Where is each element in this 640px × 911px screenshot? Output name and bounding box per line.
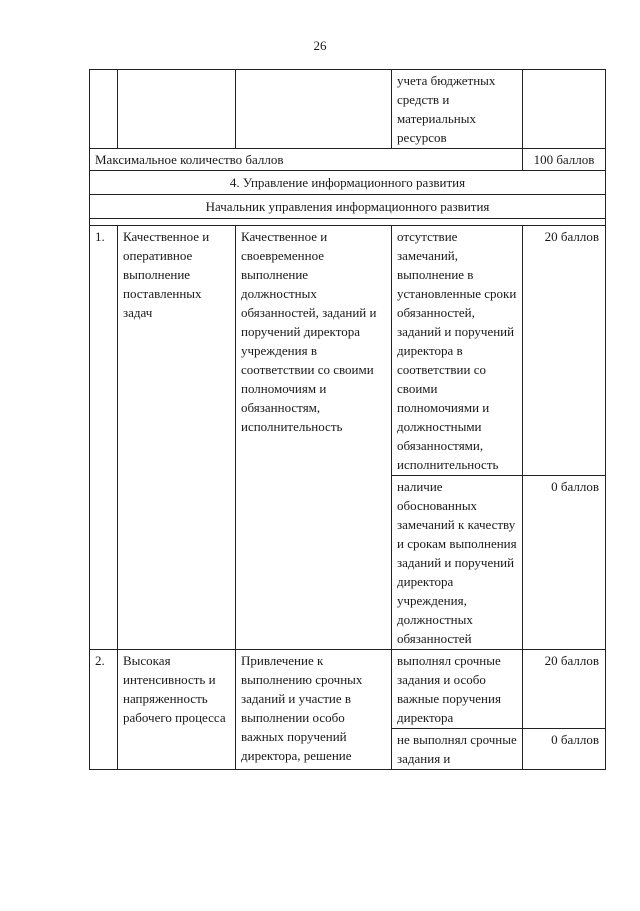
- row-description: Привлечение к выполнению срочных заданий и участие в выполнении особо важных поручений директора, решение: [236, 650, 392, 770]
- table-row: [90, 226, 606, 476]
- row-number: 1.: [90, 226, 118, 650]
- cell-indicator-empty: [118, 70, 236, 149]
- section-title: 4. Управление информационного развития: [90, 171, 606, 195]
- table-row-continuation: [90, 70, 606, 149]
- cell-points-empty: [523, 70, 606, 149]
- gap-cell: [90, 219, 606, 226]
- row-points: 0 баллов: [523, 476, 606, 650]
- row-description: Качественное и своевременное выполнение должностных обязанностей, заданий и поручений директора учреждения в соответствии со своими полномочиям и обязанностям, исполнительность: [236, 226, 392, 650]
- row-indicator: Высокая интенсивность и напряженность рабочего процесса: [118, 650, 236, 770]
- max-points-label: Максимальное количество баллов: [90, 149, 523, 171]
- row-criterion: отсутствие замечаний, выполнение в установленные сроки обязанностей, заданий и поручений директора в соответствии со своими полномочиями и должностными обязанностями, исполнительность: [392, 226, 523, 476]
- row-criterion: наличие обоснованных замечаний к качеству и срокам выполнения заданий и поручений директора учреждения, должностных обязанностей: [392, 476, 523, 650]
- table-row-max-points: [90, 149, 606, 171]
- row-points: 0 баллов: [523, 729, 606, 770]
- row-criterion: не выполнял срочные задания и: [392, 729, 523, 770]
- row-number: 2.: [90, 650, 118, 770]
- cell-num-empty: [90, 70, 118, 149]
- cell-criterion-tail: учета бюджетных средств и материальных ресурсов: [392, 70, 523, 149]
- table-row-section-title: [90, 171, 606, 195]
- page-number: 26: [313, 38, 327, 53]
- table-row-gap: [90, 219, 606, 226]
- row-points: 20 баллов: [523, 226, 606, 476]
- row-indicator: Качественное и оперативное выполнение поставленных задач: [118, 226, 236, 650]
- row-points: 20 баллов: [523, 650, 606, 729]
- cell-description-empty: [236, 70, 392, 149]
- section-position: Начальник управления информационного развития: [90, 195, 606, 219]
- row-criterion: выполнял срочные задания и особо важные поручения директора: [392, 650, 523, 729]
- table-row-section-position: [90, 195, 606, 219]
- evaluation-table: [89, 69, 606, 770]
- table-row: [90, 650, 606, 729]
- max-points-value: 100 баллов: [523, 149, 606, 171]
